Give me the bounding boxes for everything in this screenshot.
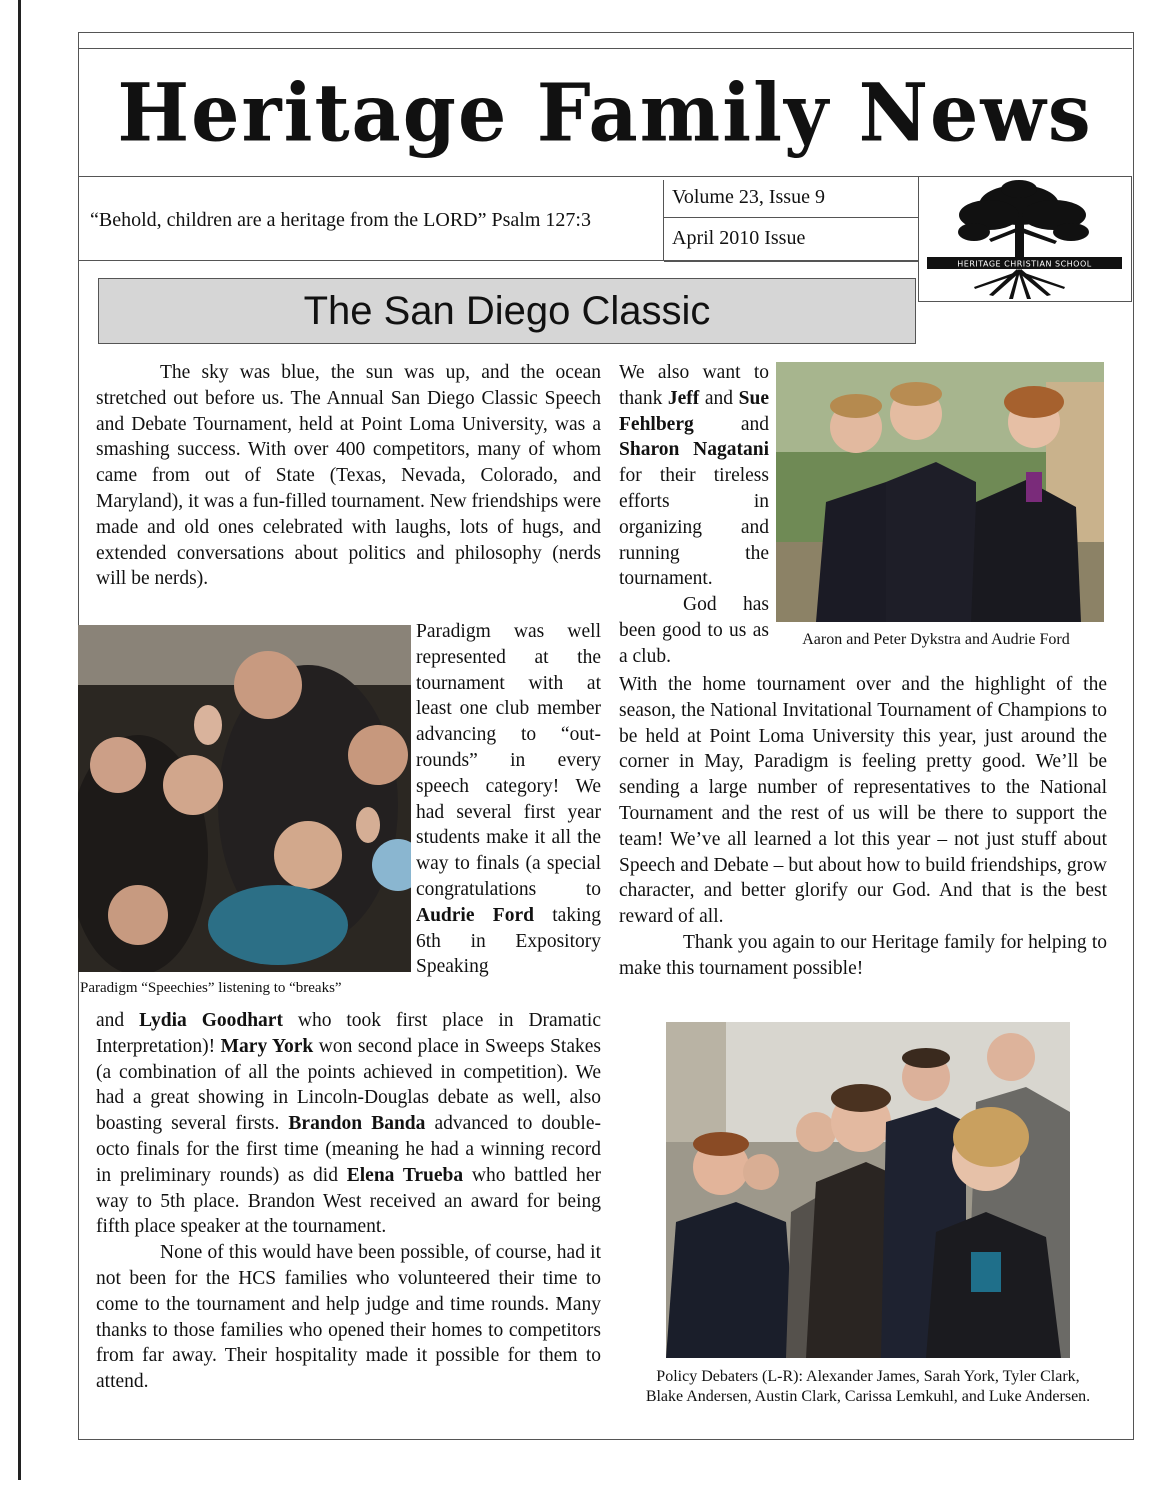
name-lydia-goodhart: Lydia Goodhart <box>139 1010 283 1031</box>
side-text-a: Paradigm was well represented at the tournament with at least one club member advancing to “out-rounds” in every speech category! We had several first year students make it all the way to finals (a special congratulations to <box>416 621 601 900</box>
national-tournament-text: With the home tournament over and the highlight of the season, the National Invitational Tournament of Champions to be held at Point Loma University this year, just around the corner in May, Paradigm is feeling pretty good. We’ll be sending a large number of representatives to the National Tournament and the rest of us will be there to support the team! We’ve all learned a lot this year – not just stuff about Speech and Debate – but about how to build friendships, grow character, and better glorify our God. And that is the best reward of all. <box>619 674 1107 928</box>
results-text-b: who took first place in Dramatic Interpretation)! <box>96 1010 601 1057</box>
issue-info-box <box>664 176 919 262</box>
thanks-text-c: and <box>693 413 769 435</box>
side-text-c: taking 6th in Expository Speaking <box>416 904 601 978</box>
thanks-families-text: None of this would have been possible, of course, had it not been for the HCS families who volunteered their time to come to the tournament and help judge and time rounds. Many thanks to those families who opened their homes to competitors from far away. Their hospitality made it possible for them to attend. <box>96 1242 601 1393</box>
intro-text: The sky was blue, the sun was up, and the ocean stretched out before us. The Annual San Diego Classic Speech and Debate Tournament, held at Point Loma University, was a smashing success. With over 400 competitors, many of whom came from out of State (Texas, Nevada, Colorado, and Maryland), it was a fun-filled tournament. New friendships were made and old ones celebrated with laughs, lots of hugs, and extended conversations about politics and philosophy (nerds will be nerds). <box>96 362 601 590</box>
scripture-verse <box>80 180 664 260</box>
article-paragraph-thanks <box>619 360 769 670</box>
article-paragraph-intro <box>96 360 601 592</box>
results-text-d: advanced to double-octo finals for the first time (meaning he had a winning record in preliminary rounds) as did <box>96 1113 602 1186</box>
article-paragraph-results <box>96 1008 601 1395</box>
name-brandon-banda: Brandon Banda <box>288 1113 426 1135</box>
results-text-c: won second place in Sweeps Stakes (a combination of all the points achieved in competition). We had a great showing in Lincoln-Douglas debate as well, also boasting several firsts. <box>96 1035 601 1135</box>
thanks-text-d: for their tireless efforts in organizing and running the tournament. <box>619 465 769 590</box>
newsletter-title: Heritage Family News <box>117 65 1093 159</box>
photo-speechies-caption: Paradigm “Speechies” listening to “breaks” <box>80 980 342 996</box>
masthead <box>78 48 1132 177</box>
name-jeff: Jeff <box>667 387 700 409</box>
article-headline: The San Diego Classic <box>303 288 711 333</box>
closing-thanks-text: Thank you again to our Heritage family for helping to make this tournament possible! <box>619 931 1107 979</box>
god-good-text: God has been good to us as a club. <box>619 594 769 667</box>
thanks-text-a: We also want to thank <box>619 362 769 409</box>
divider <box>78 260 918 261</box>
school-logo <box>918 176 1132 302</box>
tree-logo-icon <box>919 177 1130 300</box>
photo-speechies <box>78 625 411 972</box>
photo-policy-debaters-caption: Policy Debaters (L-R): Alexander James, Sarah York, Tyler Clark, Blake Andersen, Austin Clark, Carissa Lemkuhl, and Luke Andersen. <box>645 1368 1091 1405</box>
page-edge-rule <box>18 0 21 1480</box>
logo-text: HERITAGE CHRISTIAN SCHOOL <box>957 259 1092 269</box>
name-elena-trueba: Elena Trueba <box>346 1164 464 1186</box>
thanks-text-b: and <box>699 387 739 409</box>
verse-text: “Behold, children are a heritage from the LORD” Psalm 127:3 <box>90 208 591 231</box>
photo-dykstra-ford-caption: Aaron and Peter Dykstra and Audrie Ford <box>802 631 1070 648</box>
results-text-a: and <box>96 1010 140 1031</box>
name-audrie-ford: Audrie Ford <box>416 904 534 926</box>
article-paragraph-national <box>619 672 1107 982</box>
photo-policy-debaters <box>666 1022 1070 1358</box>
name-sue-fehlberg: Sue Fehlberg <box>619 387 769 435</box>
article-paragraph-side <box>416 619 601 980</box>
issue-date: April 2010 Issue <box>672 227 806 249</box>
headline-banner <box>98 278 916 344</box>
name-mary-york: Mary York <box>220 1035 314 1057</box>
results-text-e: who battled her way to 5th place. Brandon West received an award for being fifth place speaker at the tournament. <box>96 1164 601 1238</box>
name-sharon-nagatani: Sharon Nagatani <box>619 439 769 461</box>
photo-dykstra-ford <box>776 362 1104 622</box>
volume-issue: Volume 23, Issue 9 <box>664 177 918 218</box>
